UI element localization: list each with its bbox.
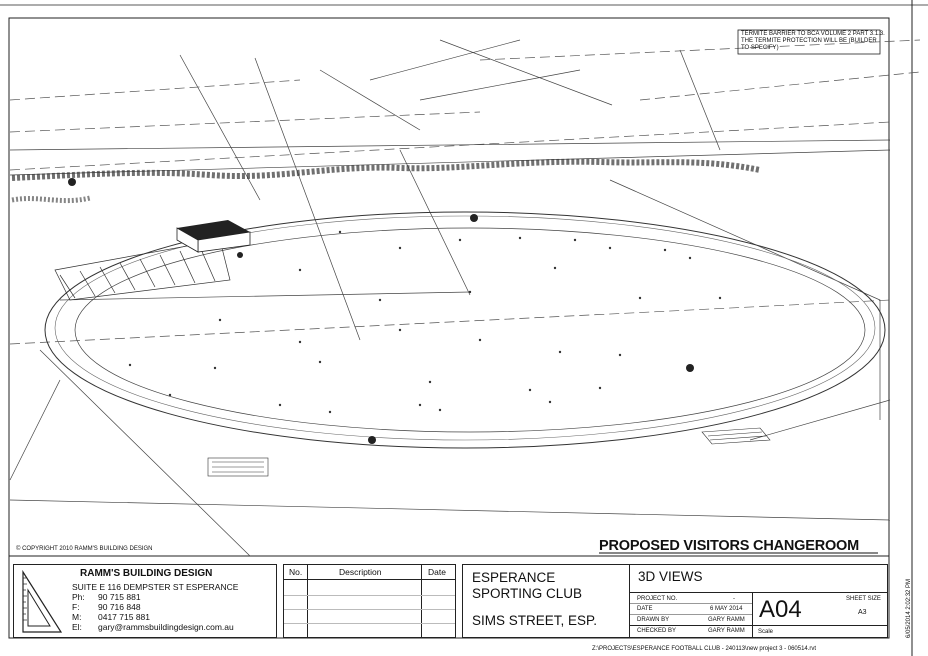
revision-no-header: No. [289,567,303,577]
copyright-notice: © COPYRIGHT 2010 RAMM'S BUILDING DESIGN [16,546,153,552]
designer-name: RAMM'S BUILDING DESIGN [80,568,213,579]
revision-date-header: Date [428,567,446,577]
termite-note-line3: TO SPECIFY) [741,45,779,51]
date-label: DATE [637,606,653,612]
drawn-by-label: DRAWN BY [637,617,670,623]
sheet-size-value: A3 [858,609,867,616]
designer-contacts [72,592,234,632]
revision-table [283,564,456,638]
email-link[interactable]: gary@rammsbuildingdesign.com.au [98,622,234,632]
designer-address: SUITE E 116 DEMPSTER ST ESPERANCE [72,582,239,592]
view-title: PROPOSED VISITORS CHANGEROOM [599,538,860,554]
revision-description-header: Description [339,567,382,577]
scale-label: Scale [758,629,774,635]
client-name: ESPERANCE SPORTING CLUB [472,570,583,601]
checked-by-label: CHECKED BY [637,628,677,634]
print-stamp: 6/05/2014 2:02:32 PM [906,578,912,638]
termite-note [741,31,885,52]
set-square-logo-icon [17,568,65,636]
drawn-by-value: GARY RAMM [708,617,745,623]
file-path: Z:\PROJECTS\ESPERANCE FOOTBALL CLUB - 240113\new project 3 - 060514.rvt [592,646,817,652]
contact-row: F: 90 716 848 [72,602,141,612]
termite-note-line2: THE TERMITE PROTECTION WILL BE (BUILDER [741,38,877,44]
sheet-number: A04 [759,596,802,623]
contact-row: M: 0417 715 881 [72,612,150,622]
sheet-size-label: SHEET SIZE [846,596,881,602]
checked-by-value: GARY RAMM [708,628,745,634]
sheet-title: 3D VIEWS [638,569,703,584]
project-no-value: - [733,596,735,602]
project-site: SIMS STREET, ESP. [472,613,598,628]
termite-note-line1: TERMITE BARRIER TO BCA VOLUME 2 PART 3.1.3. [741,31,885,37]
date-value: 6 MAY 2014 [710,606,743,612]
contact-row: El: gary@rammsbuildingdesign.com.au [72,622,234,632]
project-no-label: PROJECT NO. [637,596,678,602]
contact-row: Ph: 90 715 881 [72,592,141,602]
